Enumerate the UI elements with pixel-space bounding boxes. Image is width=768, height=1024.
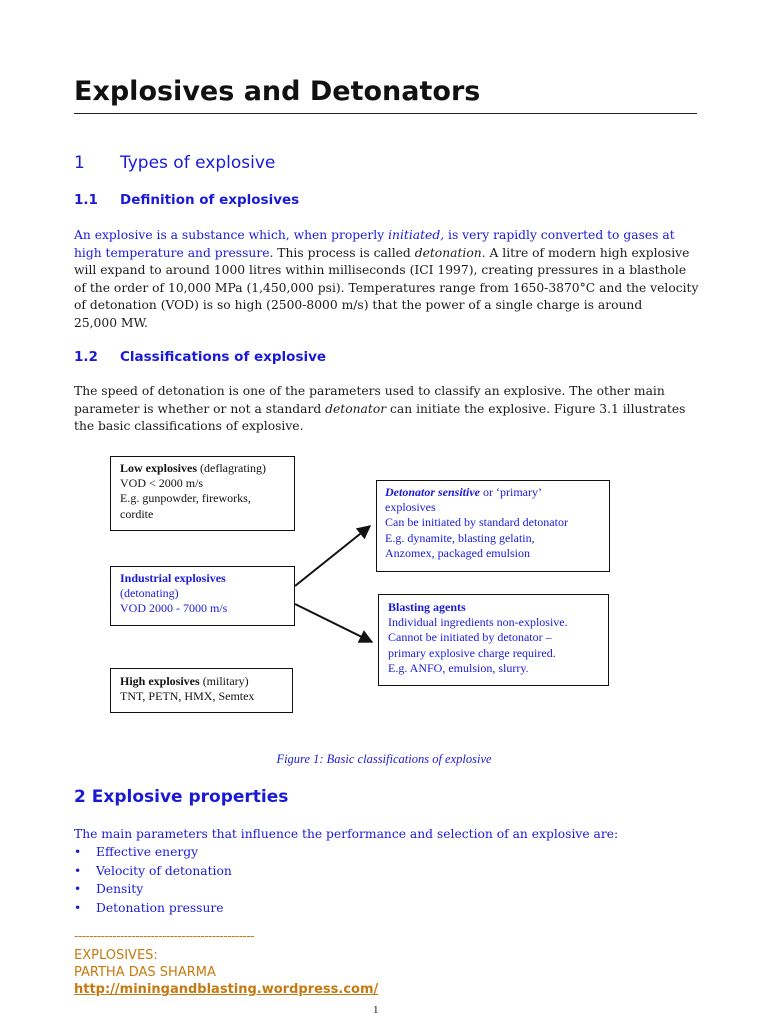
low-explosives-label: Low explosives bbox=[120, 461, 198, 475]
para2-detonator: detonator bbox=[325, 401, 387, 416]
blasting-agents-heading bbox=[388, 600, 599, 615]
para2-line3: the basic classifications of explosive. bbox=[74, 419, 304, 434]
bullet-icon: • bbox=[74, 845, 82, 859]
blasting-agents-desc3: primary explosive charge required. bbox=[388, 645, 556, 660]
primary-explosives-word: explosives bbox=[385, 500, 436, 515]
high-explosives-examples: TNT, PETN, HMX, Semtex bbox=[120, 689, 255, 704]
para1-line1 bbox=[74, 227, 694, 245]
para2-text: parameter is whether or not a standard bbox=[74, 401, 326, 416]
low-explosives-vod: VOD < 2000 m/s bbox=[120, 476, 204, 491]
primary-explosives-heading bbox=[385, 485, 601, 500]
para2-line1: The speed of detonation is one of the parameters used to classify an explosive. The other main bbox=[74, 384, 665, 398]
blasting-agents-label: Blasting agents bbox=[388, 600, 466, 614]
para1-line3: will expand to around 1000 litres within milliseconds (ICI 1997), creating pressures in a blasthole bbox=[74, 263, 687, 278]
low-explosives-type: (deflagrating) bbox=[197, 461, 266, 475]
classification-paragraph bbox=[74, 383, 694, 436]
para1-initiated: initiated, bbox=[388, 228, 445, 242]
list-item-text: Detonation pressure bbox=[96, 900, 224, 915]
low-explosives-examples-cont: cordite bbox=[120, 506, 154, 521]
list-item-text: Effective energy bbox=[96, 845, 199, 859]
industrial-explosives-heading bbox=[120, 571, 285, 586]
bullet-icon: • bbox=[74, 900, 82, 915]
para1-text: An explosive is a substance which, when properly bbox=[74, 228, 389, 242]
para1-line5: of detonation (VOD) is so high (2500-8000 m/s) that the power of a single charge is around bbox=[74, 298, 643, 313]
list-item bbox=[74, 899, 232, 918]
high-explosives-heading bbox=[120, 674, 283, 689]
title-underline bbox=[74, 113, 697, 114]
para1-text: . A litre of modern high explosive bbox=[481, 245, 690, 260]
primary-explosives-alt: or ‘primary’ bbox=[480, 485, 542, 499]
industrial-explosives-type: (detonating) bbox=[120, 586, 179, 601]
section-1-2-title: Classifications of explosive bbox=[120, 349, 327, 365]
list-item-text: Density bbox=[96, 882, 144, 896]
industrial-explosives-box bbox=[110, 566, 295, 626]
para3-line1: The main parameters that influence the performance and selection of an explosive are: bbox=[74, 827, 619, 841]
arrow-to-primary bbox=[295, 526, 370, 586]
figure-caption: Figure 1: Basic classifications of explosive bbox=[276, 752, 492, 766]
low-explosives-examples: E.g. gunpowder, fireworks, bbox=[120, 491, 251, 506]
bullet-icon: • bbox=[74, 863, 82, 878]
high-explosives-box bbox=[110, 668, 293, 713]
high-explosives-label: High explosives bbox=[120, 674, 200, 688]
primary-explosives-examples: E.g. dynamite, blasting gelatin, bbox=[385, 530, 535, 545]
para1-text: is very rapidly converted to gases at bbox=[444, 228, 675, 242]
section-1-number: 1 bbox=[74, 153, 85, 173]
definition-paragraph bbox=[74, 227, 699, 333]
para1-line4: of the order of 10,000 MPa (1,450,000 psi). Temperatures range from 1650-3870°C and the velocity bbox=[74, 280, 699, 295]
properties-list bbox=[74, 843, 232, 917]
blasting-agents-desc1: Individual ingredients non-explosive. bbox=[388, 615, 568, 630]
footer-title: EXPLOSIVES: bbox=[74, 948, 158, 963]
primary-explosives-label: Detonator sensitive bbox=[385, 485, 480, 499]
high-explosives-type: (military) bbox=[199, 674, 249, 688]
low-explosives-heading bbox=[120, 461, 285, 476]
blasting-agents-examples: E.g. ANFO, emulsion, slurry. bbox=[388, 660, 529, 675]
properties-paragraph bbox=[74, 826, 694, 844]
industrial-explosives-label: Industrial explosives bbox=[120, 571, 226, 585]
blasting-agents-box bbox=[378, 594, 609, 686]
industrial-explosives-vod: VOD 2000 - 7000 m/s bbox=[120, 601, 228, 616]
primary-explosives-box bbox=[376, 480, 610, 572]
section-1-1-title: Definition of explosives bbox=[120, 192, 300, 208]
para2-text: can initiate the explosive. Figure 3.1 illustrates bbox=[386, 401, 686, 416]
para1-detonation: detonation bbox=[414, 245, 482, 260]
section-1-title: Types of explosive bbox=[120, 153, 276, 173]
para1-text: . This process is called bbox=[269, 245, 415, 260]
arrow-to-blasting-agents bbox=[295, 604, 372, 642]
section-1-1-number: 1.1 bbox=[74, 192, 98, 208]
low-explosives-box bbox=[110, 456, 295, 531]
list-item bbox=[74, 862, 232, 881]
primary-explosives-desc: Can be initiated by standard detonator bbox=[385, 515, 568, 530]
footer-separator: ----------------------------------------------- bbox=[74, 929, 255, 943]
footer-link[interactable]: http://miningandblasting.wordpress.com/ bbox=[74, 982, 379, 997]
para1-text: high temperature and pressure bbox=[74, 245, 270, 260]
para1-line2 bbox=[74, 245, 694, 263]
para2-line2 bbox=[74, 401, 694, 419]
blasting-agents-desc2: Cannot be initiated by detonator – bbox=[388, 630, 552, 645]
section-2-heading: 2 Explosive properties bbox=[74, 787, 289, 807]
bullet-icon: • bbox=[74, 882, 82, 896]
primary-explosives-examples-cont: Anzomex, packaged emulsion bbox=[385, 545, 530, 560]
list-item bbox=[74, 880, 232, 899]
para1-line6: 25,000 MW. bbox=[74, 315, 148, 330]
list-item bbox=[74, 843, 232, 862]
section-1-2-number: 1.2 bbox=[74, 349, 98, 365]
list-item-text: Velocity of detonation bbox=[96, 863, 232, 878]
footer-author: PARTHA DAS SHARMA bbox=[74, 965, 216, 980]
page-title: Explosives and Detonators bbox=[74, 76, 481, 107]
page-number: 1 bbox=[373, 1004, 379, 1016]
